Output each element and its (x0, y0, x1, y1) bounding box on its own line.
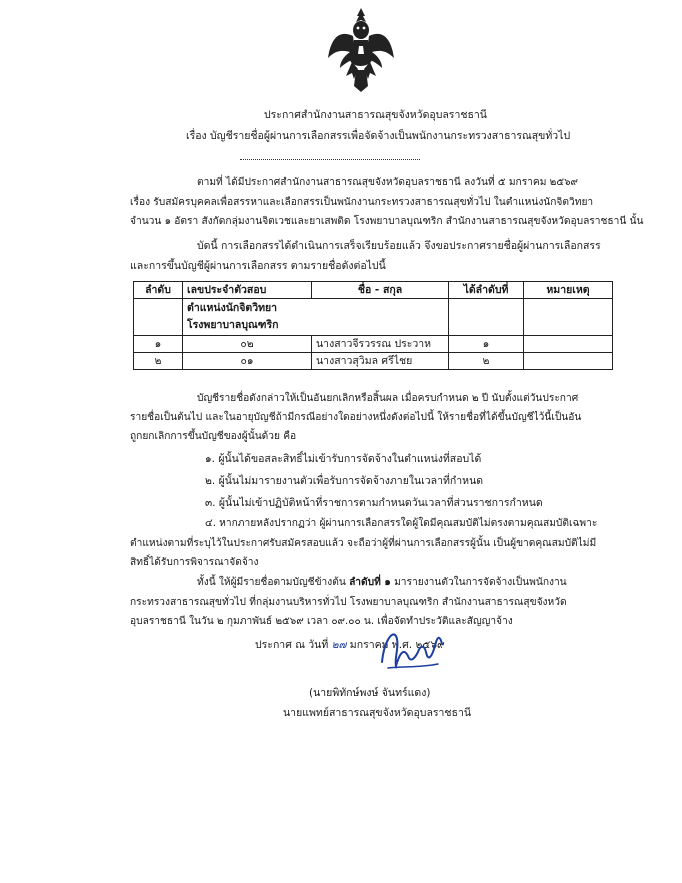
position-hospital: โรงพยาบาลบุณฑริก (187, 319, 279, 331)
col-header-exam-id: เลขประจำตัวสอบ (183, 282, 312, 299)
col-header-rank: ได้ลำดับที่ (449, 282, 524, 299)
condition-item-1: ๑. ผู้นั้นได้ขอสละสิทธิ์ไม่เข้ารับการจัดจ้างในตำแหน่งที่สอบได้ (205, 453, 482, 465)
table-header-row (134, 282, 613, 299)
condition-item-4-line1: ๔. หากภายหลังปรากฏว่า ผู้ผ่านการเลือกสรรใดผู้ใดมีคุณสมบัติไม่ตรงตามคุณสมบัติเฉพาะ (205, 518, 598, 529)
row-rank: ๑ (449, 336, 524, 353)
para4-line1 (197, 576, 567, 590)
signer-name: (นายพิทักษ์พงษ์ จันทร์แดง) (309, 687, 431, 699)
row-exam-id: ๐๒ (183, 336, 312, 353)
announce-date-suffix: มกราคม พ.ศ. ๒๕๖๙ (346, 639, 445, 651)
col-header-note: หมายเหตุ (524, 282, 613, 299)
condition-item-3: ๓. ผู้นั้นไม่เข้าปฏิบัติหน้าที่ราชการตามกำหนดวันเวลาที่ส่วนราชการกำหนด (205, 497, 543, 509)
announcement-title: ประกาศสำนักงานสาธารณสุขจังหวัดอุบลราชธานี (264, 109, 487, 121)
para3-line1: บัญชีรายชื่อดังกล่าวให้เป็นอันยกเลิกหรือสิ้นผล เมื่อครบกำหนด ๒ ปี นับตั้งแต่วันประกาศ (197, 393, 579, 404)
announcement-subject: เรื่อง บัญชีรายชื่อผู้ผ่านการเลือกสรรเพื่อจัดจ้างเป็นพนักงานกระทรวงสาธารณสุขทั่วไป (186, 130, 571, 142)
row-no: ๑ (134, 336, 183, 353)
separator-dotted-line (240, 159, 420, 160)
para4-line2: กระทรวงสาธารณสุขทั่วไป ที่กลุ่มงานบริหารทั่วไป โรงพยาบาลบุณฑริก สำนักงานสาธารณสุขจังหวัด (130, 597, 567, 608)
signer-title: นายแพทย์สาธารณสุขจังหวัดอุบลราชธานี (283, 707, 472, 719)
col-header-name: ชื่อ - สกุล (312, 282, 449, 299)
row-note (524, 336, 613, 353)
signature-icon (378, 622, 448, 678)
para4-rank-emphasis: ลำดับที่ ๑ (349, 577, 391, 588)
row-note (524, 353, 613, 370)
position-title: ตำแหน่งนักจิตวิทยา (187, 302, 278, 314)
announce-date-prefix: ประกาศ ณ วันที่ (255, 639, 332, 651)
para1-line3: จำนวน ๑ อัตรา สังกัดกลุ่มงานจิตเวชและยาเสพติด โรงพยาบาลบุณฑริก สำนักงานสาธารณสุขจังหวัดอุบลราชธานี นั้น (130, 216, 644, 227)
row-no: ๒ (134, 353, 183, 370)
garuda-emblem-icon (326, 6, 396, 94)
para4-text-a: ทั้งนี้ ให้ผู้มีรายชื่อตามบัญชีข้างต้น (197, 577, 350, 588)
para1-line1: ตามที่ ได้มีประกาศสำนักงานสาธารณสุขจังหวัดอุบลราชธานี ลงวันที่ ๕ มกราคม ๒๕๖๙ (197, 177, 579, 188)
row-rank: ๒ (449, 353, 524, 370)
condition-item-4-line3: สิทธิ์ได้รับการพิจารณาจัดจ้าง (130, 557, 259, 568)
para2-line1: บัดนี้ การเลือกสรรได้ดำเนินการเสร็จเรียบร้อยแล้ว จึงขอประกาศรายชื่อผู้ผ่านการเลือกสรร (197, 240, 601, 252)
para3-line3: ถูกยกเลิกการขึ้นบัญชีของผู้นั้นด้วย คือ (130, 431, 297, 442)
col-header-no: ลำดับ (134, 282, 183, 299)
table-position-row (134, 299, 613, 336)
row-name: นางสาวสุวิมล ศรีไชย (312, 353, 449, 370)
condition-item-4-line2: ตำแหน่งตามที่ระบุไว้ในประกาศรับสมัครสอบแล้ว จะถือว่าผู้ที่ผ่านการเลือกสรรผู้นั้น เป็นผู้ขาดคุณสมบัติไม่มี (130, 538, 597, 549)
para4-text-c: มารายงานตัวในการจัดจ้างเป็นพนักงาน (390, 577, 567, 588)
position-cell (183, 299, 449, 336)
para3-line2: รายชื่อเป็นต้นไป และในอายุบัญชีถ้ามีกรณีอย่างใดอย่างหนึ่งดังต่อไปนี้ ให้รายชื่อที่ได้ขึ้นบัญชีไว้นี้เป็นอัน (130, 412, 582, 423)
para1-line2: เรื่อง รับสมัครบุคคลเพื่อสรรหาและเลือกสรรเป็นพนักงานกระทรวงสาธารณสุขทั่วไป ในตำแหน่งนักจิตวิทยา (130, 197, 594, 208)
para4-line3: อุบลราชธานี ในวัน ๒ กุมภาพันธ์ ๒๕๖๙ เวลา ๐๙.๐๐ น. เพื่อจัดทำประวัติและสัญญาจ้าง (130, 616, 513, 627)
candidate-table (133, 281, 613, 370)
table-row (134, 353, 613, 370)
row-name: นางสาวจีรวรรณ ประวาห (312, 336, 449, 353)
announce-day: ๒๗ (331, 639, 347, 651)
table-row (134, 336, 613, 353)
condition-item-2: ๒. ผู้นั้นไม่มารายงานตัวเพื่อรับการจัดจ้างภายในเวลาที่กำหนด (205, 475, 484, 487)
row-exam-id: ๐๑ (183, 353, 312, 370)
para2-line2: และการขึ้นบัญชีผู้ผ่านการเลือกสรร ตามรายชื่อดังต่อไปนี้ (130, 260, 386, 272)
